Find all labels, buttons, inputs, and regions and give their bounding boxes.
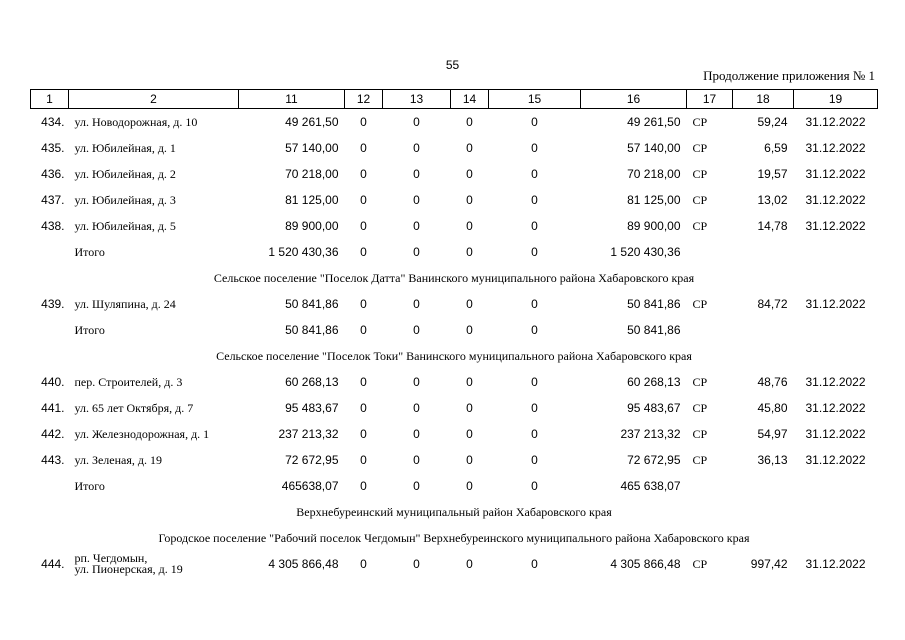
table-header-row (31, 90, 878, 109)
section-heading: Городское поселение "Рабочий поселок Чегдомын" Верхнебуреинского муниципального района Хабаровского края (158, 530, 750, 545)
row-number: 441. (41, 401, 65, 415)
value-cell: 0 (466, 323, 473, 337)
address-cell: ул. Новодорожная, д. 10 (74, 114, 198, 129)
amount-cell: 72 672,95 (627, 453, 681, 467)
value-cell: 0 (360, 219, 367, 233)
value-cell: 0 (360, 115, 367, 129)
value-cell: 0 (531, 401, 538, 415)
value-cell: 0 (531, 193, 538, 207)
date-cell: 31.12.2022 (805, 427, 866, 441)
amount-total-cell: 57 140,00 (285, 141, 339, 155)
table-row (31, 551, 878, 577)
address-cell: ул. Шуляпина, д. 24 (74, 296, 176, 311)
date-cell: 31.12.2022 (805, 401, 866, 415)
value-cell: 0 (531, 557, 538, 571)
area-cell (733, 473, 794, 499)
data-table (30, 89, 878, 577)
value-cell: 0 (466, 297, 473, 311)
value-cell: 0 (413, 297, 420, 311)
total-row (31, 473, 878, 499)
amount-total-cell: 89 900,00 (285, 219, 339, 233)
code-cell: СР (692, 374, 708, 389)
amount-total-cell: 237 213,32 (278, 427, 339, 441)
address-cell: ул. Железнодорожная, д. 1 (74, 426, 210, 441)
amount-cell: 70 218,00 (627, 167, 681, 181)
table-row (31, 369, 878, 395)
area-cell: 6,59 (764, 141, 788, 155)
value-cell: 0 (466, 193, 473, 207)
total-row (31, 317, 878, 343)
total-row (31, 239, 878, 265)
date-cell: 31.12.2022 (805, 193, 866, 207)
amount-cell: 60 268,13 (627, 375, 681, 389)
amount-cell: 1 520 430,36 (610, 245, 681, 259)
amount-cell: 50 841,86 (627, 297, 681, 311)
table-row (31, 135, 878, 161)
total-label: Итого (74, 478, 105, 493)
area-cell: 14,78 (757, 219, 788, 233)
value-cell: 0 (466, 219, 473, 233)
value-cell: 0 (466, 167, 473, 181)
table-row (31, 447, 878, 473)
value-cell: 0 (531, 167, 538, 181)
code-cell: СР (692, 296, 708, 311)
amount-total-cell: 72 672,95 (285, 453, 339, 467)
value-cell: 0 (360, 453, 367, 467)
address-cell: ул. 65 лет Октября, д. 7 (74, 400, 194, 415)
area-cell: 36,13 (757, 453, 788, 467)
date-cell: 31.12.2022 (805, 219, 866, 233)
amount-cell: 95 483,67 (627, 401, 681, 415)
address-line: ул. Пионерская, д. 19 (74, 562, 183, 576)
value-cell: 0 (360, 401, 367, 415)
value-cell: 0 (531, 141, 538, 155)
value-cell: 0 (531, 245, 538, 259)
table-row (31, 187, 878, 213)
value-cell: 0 (360, 557, 367, 571)
section-heading-row (31, 499, 878, 525)
value-cell: 0 (413, 453, 420, 467)
code-cell: СР (692, 114, 708, 129)
value-cell: 0 (466, 453, 473, 467)
column-header: 19 (794, 90, 878, 109)
code-cell: СР (692, 452, 708, 467)
value-cell: 0 (531, 427, 538, 441)
column-header: 2 (69, 90, 239, 109)
date-cell: 31.12.2022 (805, 141, 866, 155)
row-number: 443. (41, 453, 65, 467)
column-header: 15 (489, 90, 581, 109)
value-cell: 0 (360, 375, 367, 389)
column-header: 18 (733, 90, 794, 109)
value-cell: 0 (531, 323, 538, 337)
code-cell: СР (692, 426, 708, 441)
amount-total-cell: 95 483,67 (285, 401, 339, 415)
value-cell: 0 (360, 427, 367, 441)
date-cell: 31.12.2022 (805, 557, 866, 571)
value-cell: 0 (413, 167, 420, 181)
continuation-note: Продолжение приложения № 1 (703, 68, 875, 83)
amount-cell: 57 140,00 (627, 141, 681, 155)
table-body (31, 109, 878, 578)
section-heading-row (31, 265, 878, 291)
value-cell: 0 (531, 375, 538, 389)
amount-cell: 237 213,32 (620, 427, 681, 441)
row-number: 442. (41, 427, 65, 441)
date-cell (794, 239, 878, 265)
value-cell: 0 (360, 245, 367, 259)
value-cell: 0 (466, 375, 473, 389)
value-cell: 0 (466, 141, 473, 155)
code-cell (687, 473, 733, 499)
amount-total-cell: 70 218,00 (285, 167, 339, 181)
date-cell (794, 317, 878, 343)
amount-cell: 465 638,07 (620, 479, 681, 493)
table-row (31, 421, 878, 447)
date-cell (794, 473, 878, 499)
row-number: 439. (41, 297, 65, 311)
column-header: 13 (383, 90, 451, 109)
column-header: 12 (345, 90, 383, 109)
row-number: 434. (41, 115, 65, 129)
date-cell: 31.12.2022 (805, 167, 866, 181)
row-number: 435. (41, 141, 65, 155)
value-cell: 0 (413, 115, 420, 129)
row-number: 440. (41, 375, 65, 389)
amount-cell: 89 900,00 (627, 219, 681, 233)
address-cell: ул. Зеленая, д. 19 (74, 452, 162, 467)
date-cell: 31.12.2022 (805, 453, 866, 467)
value-cell: 0 (413, 427, 420, 441)
row-number (31, 317, 69, 343)
value-cell: 0 (413, 245, 420, 259)
address-cell: ул. Юбилейная, д. 3 (74, 192, 176, 207)
row-number: 444. (41, 557, 65, 571)
row-number (31, 239, 69, 265)
amount-total-cell: 49 261,50 (285, 115, 339, 129)
code-cell: СР (692, 400, 708, 415)
value-cell: 0 (360, 479, 367, 493)
date-cell: 31.12.2022 (805, 115, 866, 129)
amount-cell: 81 125,00 (627, 193, 681, 207)
total-label: Итого (74, 322, 105, 337)
area-cell: 48,76 (757, 375, 788, 389)
section-heading: Верхнебуреинский муниципальный район Хабаровского края (296, 504, 612, 519)
value-cell: 0 (466, 401, 473, 415)
table-row (31, 395, 878, 421)
section-heading-row (31, 343, 878, 369)
column-header: 17 (687, 90, 733, 109)
value-cell: 0 (466, 479, 473, 493)
area-cell (733, 317, 794, 343)
value-cell: 0 (360, 323, 367, 337)
date-cell: 31.12.2022 (805, 375, 866, 389)
area-cell: 13,02 (757, 193, 788, 207)
area-cell (733, 239, 794, 265)
amount-total-cell: 50 841,86 (285, 297, 339, 311)
code-cell: СР (692, 192, 708, 207)
value-cell: 0 (413, 219, 420, 233)
address-cell: ул. Юбилейная, д. 2 (74, 166, 176, 181)
total-label: Итого (74, 244, 105, 259)
row-number (31, 473, 69, 499)
code-cell (687, 317, 733, 343)
amount-total-cell: 81 125,00 (285, 193, 339, 207)
table-row (31, 291, 878, 317)
section-heading: Сельское поселение "Поселок Датта" Ванинского муниципального района Хабаровского края (213, 270, 695, 285)
value-cell: 0 (413, 557, 420, 571)
column-header: 14 (451, 90, 489, 109)
address-line: рп. Чегдомын, (74, 551, 148, 565)
value-cell: 0 (413, 323, 420, 337)
row-number: 437. (41, 193, 65, 207)
section-heading-row (31, 525, 878, 551)
area-cell: 84,72 (757, 297, 788, 311)
column-header: 16 (581, 90, 687, 109)
value-cell: 0 (360, 167, 367, 181)
value-cell: 0 (413, 141, 420, 155)
row-number: 438. (41, 219, 65, 233)
column-header: 11 (239, 90, 345, 109)
amount-total-cell: 4 305 866,48 (268, 557, 339, 571)
address-cell: ул. Юбилейная, д. 5 (74, 218, 176, 233)
area-cell: 54,97 (757, 427, 788, 441)
address-cell: пер. Строителей, д. 3 (74, 374, 183, 389)
code-cell (687, 239, 733, 265)
value-cell: 0 (531, 115, 538, 129)
value-cell: 0 (531, 453, 538, 467)
amount-total-cell: 60 268,13 (285, 375, 339, 389)
amount-total-cell: 50 841,86 (285, 323, 339, 337)
section-heading: Сельское поселение "Поселок Токи" Ванинского муниципального района Хабаровского края (216, 348, 692, 363)
value-cell: 0 (466, 427, 473, 441)
area-cell: 59,24 (757, 115, 788, 129)
table-row (31, 109, 878, 136)
amount-cell: 50 841,86 (627, 323, 681, 337)
value-cell: 0 (531, 219, 538, 233)
value-cell: 0 (413, 375, 420, 389)
value-cell: 0 (413, 401, 420, 415)
value-cell: 0 (531, 297, 538, 311)
row-number: 436. (41, 167, 65, 181)
value-cell: 0 (413, 193, 420, 207)
date-cell: 31.12.2022 (805, 297, 866, 311)
area-cell: 45,80 (757, 401, 788, 415)
value-cell: 0 (466, 245, 473, 259)
code-cell: СР (692, 218, 708, 233)
value-cell: 0 (360, 193, 367, 207)
column-header: 1 (31, 90, 69, 109)
table-row (31, 213, 878, 239)
area-cell: 19,57 (757, 167, 788, 181)
address-cell (69, 551, 239, 577)
page-number: 55 (445, 58, 460, 72)
amount-total-cell: 1 520 430,36 (268, 245, 339, 259)
value-cell: 0 (531, 479, 538, 493)
value-cell: 0 (466, 557, 473, 571)
value-cell: 0 (413, 479, 420, 493)
code-cell: СР (692, 556, 708, 571)
area-cell: 997,42 (750, 557, 788, 571)
value-cell: 0 (360, 141, 367, 155)
amount-cell: 4 305 866,48 (610, 557, 681, 571)
code-cell: СР (692, 166, 708, 181)
address-cell: ул. Юбилейная, д. 1 (74, 140, 176, 155)
amount-cell: 49 261,50 (627, 115, 681, 129)
code-cell: СР (692, 140, 708, 155)
value-cell: 0 (360, 297, 367, 311)
value-cell: 0 (466, 115, 473, 129)
amount-total-cell: 465638,07 (281, 479, 339, 493)
table-row (31, 161, 878, 187)
